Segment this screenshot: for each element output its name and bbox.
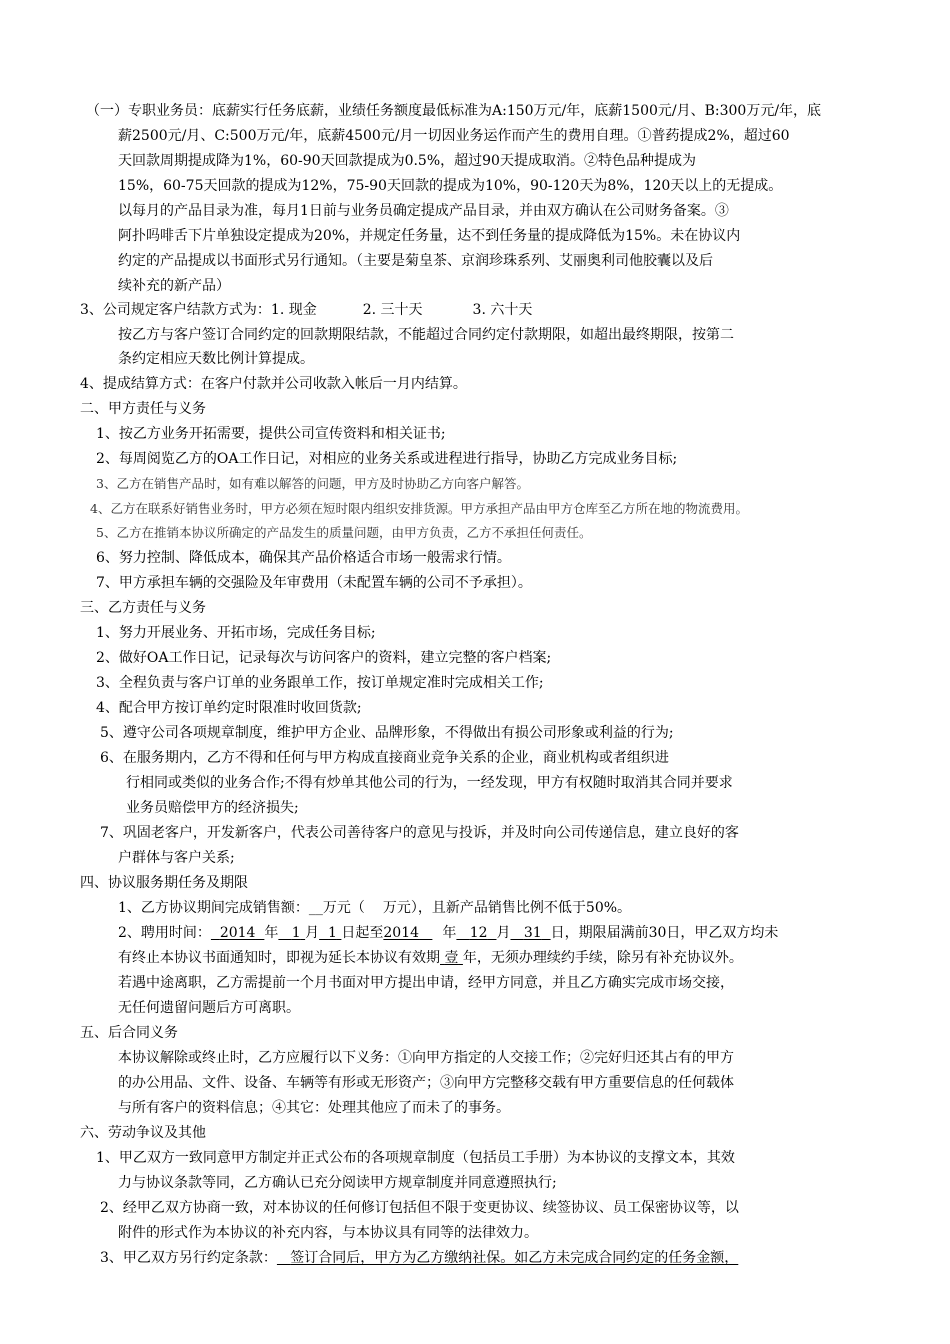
sec-a-line-6: 阿扑吗啡舌下片单独设定提成为20%，并规定任务量，达不到任务量的提成降低为15%。未在协议内: [118, 228, 741, 244]
s3-item-2: 2、做好OA工作日记，记录每次与访问客户的资料，建立完整的客户档案;: [96, 650, 552, 666]
s3-item-3: 3、全程负责与客户订单的业务跟单工作，按订单规定准时完成相关工作;: [96, 675, 544, 691]
section-4-title: 四、协议服务期任务及期限: [80, 875, 248, 891]
s2-item-6: 6、努力控制、降低成本，确保其产品价格适合市场一般需求行情。: [96, 550, 511, 566]
s6-item-1-line-1: 1、甲乙双方一致同意甲方制定并正式公布的各项规章制度（包括员工手册）为本协议的支撑文本，其效: [96, 1150, 735, 1166]
sec-a-line-3: 天回款周期提成降为1%，60-90天回款提成为0.5%，超过90天提成取消。②特色品种提成为: [118, 153, 696, 169]
s5-line-3: 与所有客户的资料信息；④其它：处理其他应了而未了的事务。: [118, 1100, 510, 1116]
s6-item-2-line-2: 附件的形式作为本协议的补充内容，与本协议具有同等的法律效力。: [118, 1225, 538, 1241]
s3-item-6-line-2: 行相同或类似的业务合作;不得有炒单其他公司的行为，一经发现，甲方有权随时取消其合同并要求: [126, 775, 733, 791]
s4-item-2-line-1: 2、聘用时间： 2014 年 1 月 1 日起至2014 年 12 月 31 日，期限届满前30日，甲乙双方均未: [118, 925, 779, 941]
item-3-line-1: [80, 301, 532, 319]
sec-a-line-2: 薪2500元/月、C:500万元/年，底薪4500元/月一切因业务运作而产生的费用自理。①普药提成2%，超过60: [118, 128, 790, 144]
s3-item-7-line-2: 户群体与客户关系;: [118, 850, 235, 866]
end-year: 2014: [383, 925, 420, 941]
s3-item-4: 4、配合甲方按订单约定时限准时收回货款;: [96, 700, 362, 716]
s4-item-1-suffix: 万元），且新产品销售比例不低于50%。: [382, 900, 632, 916]
s3-item-1: 1、努力开展业务、开拓市场，完成任务目标;: [96, 625, 376, 641]
start-year: 2014: [219, 925, 256, 941]
s2-item-3: 3、乙方在销售产品时，如有难以解答的问题，甲方及时协助乙方向客户解答。: [96, 476, 529, 491]
s6-item-2-line-1: 2、经甲乙双方协商一致，对本协议的任何修订包括但不限于变更协议、续签协议、员工保密协议等，以: [100, 1200, 739, 1216]
section-6-title: 六、劳动争议及其他: [80, 1125, 206, 1141]
start-day: 1: [328, 925, 337, 941]
payment-option-cash: 1. 现金: [270, 302, 317, 318]
section-3-title: 三、乙方责任与义务: [80, 600, 206, 616]
item-3-head: 3、公司规定客户结款方式为：: [80, 302, 271, 318]
section-2-title: 二、甲方责任与义务: [80, 401, 206, 417]
sec-a-line-4: 15%，60-75天回款的提成为12%，75-90天回款的提成为10%，90-120天为8%，120天以上的无提成。: [118, 178, 783, 194]
s2-item-5: 5、乙方在推销本协议所确定的产品发生的质量问题，由甲方负责，乙方不承担任何责任。: [96, 525, 592, 540]
s3-item-6-line-3: 业务员赔偿甲方的经济损失;: [126, 800, 299, 816]
s2-item-7: 7、甲方承担车辆的交强险及年审费用（未配置车辆的公司不予承担）。: [96, 575, 532, 591]
sec-a-line-1: （一）专职业务员：底薪实行任务底薪，业绩任务额度最低标准为A:150万元/年，底薪1500元/月、B:300万元/年，底: [86, 103, 822, 119]
s2-item-4: 4、乙方在联系好销售业务时，甲方必须在短时限内组织安排货源。甲方承担产品由甲方仓库至乙方所在地的物流费用。: [90, 501, 748, 516]
s6-item-3: [100, 1249, 738, 1267]
extension-years: 壹: [444, 950, 459, 966]
s3-item-6-line-1: 6、在服务期内，乙方不得和任何与甲方构成直接商业竞争关系的企业，商业机构或者组织进: [100, 750, 669, 766]
s5-line-1: 本协议解除或终止时，乙方应履行以下义务：①向甲方指定的人交接工作；②完好归还其占有的甲方: [118, 1050, 734, 1066]
item-4: 4、提成结算方式：在客户付款并公司收款入帐后一月内结算。: [80, 376, 467, 392]
s4-item-2-line-2: 有终止本协议书面通知时，即视为延长本协议有效期 壹 年，无须办理续约手续，除另有补充协议外。: [118, 950, 743, 966]
s5-line-2: 的办公用品、文件、设备、车辆等有形或无形资产；③向甲方完整移交载有甲方重要信息的任何载体: [118, 1075, 734, 1091]
s2-item-1: 1、按乙方业务开拓需要，提供公司宣传资料和相关证书;: [96, 426, 446, 442]
item-3-line-2: 按乙方与客户签订合同约定的回款期限结款，不能超过合同约定付款期限，如超出最终期限，按第二: [118, 327, 734, 343]
s6-item-3-prefix: 3、甲乙双方另行约定条款：: [100, 1250, 277, 1266]
section-5-title: 五、后合同义务: [80, 1025, 178, 1041]
payment-option-60-days: 3. 六十天: [472, 302, 533, 318]
item-3-line-3: 条约定相应天数比例计算提成。: [118, 351, 314, 367]
s4-item-1: [118, 899, 631, 917]
s4-item-1-prefix: 1、乙方协议期间完成销售额：: [118, 900, 309, 916]
s6-item-1-line-2: 力与协议条款等同，乙方确认已充分阅读甲方规章制度并同意遵照执行;: [118, 1175, 557, 1191]
s4-item-1-unit: 万元（: [322, 900, 365, 916]
s4-item-2-line-3: 若遇中途离职，乙方需提前一个月书面对甲方提出申请，经甲方同意，并且乙方确实完成市场交接，: [118, 975, 734, 991]
sec-a-line-5: 以每月的产品目录为准，每月1日前与业务员确定提成产品目录，并由双方确认在公司财务备案。③: [118, 203, 729, 219]
sec-a-line-8: 续补充的新产品）: [118, 278, 230, 294]
s4-item-2-line-4: 无任何遗留问题后方可离职。: [118, 1000, 300, 1016]
end-day: 31: [523, 925, 542, 941]
sec-a-line-7: 约定的产品提成以书面形式另行通知。（主要是菊皇茶、京润珍珠系列、艾丽奥利司他胶囊以及后: [118, 253, 713, 269]
s3-item-7-line-1: 7、巩固老客户，开发新客户，代表公司善待客户的意见与投诉，并及时向公司传递信息，建立良好的客: [100, 825, 739, 841]
start-month: 1: [291, 925, 301, 941]
s2-item-2: 2、每周阅览乙方的OA工作日记，对相应的业务关系或进程进行指导，协助乙方完成业务目标;: [96, 451, 678, 467]
s3-item-5: 5、遵守公司各项规章制度，维护甲方企业、品牌形象，不得做出有损公司形象或利益的行为;: [100, 725, 674, 741]
payment-option-30-days: 2. 三十天: [362, 302, 423, 318]
s4-item-2-prefix: 2、聘用时间：: [118, 925, 211, 941]
extra-terms: 签订合同后，甲方为乙方缴纳社保。如乙方未完成合同约定的任务金额，: [290, 1250, 739, 1266]
sales-amount-blank: __: [308, 900, 323, 916]
end-month: 12: [469, 925, 488, 941]
